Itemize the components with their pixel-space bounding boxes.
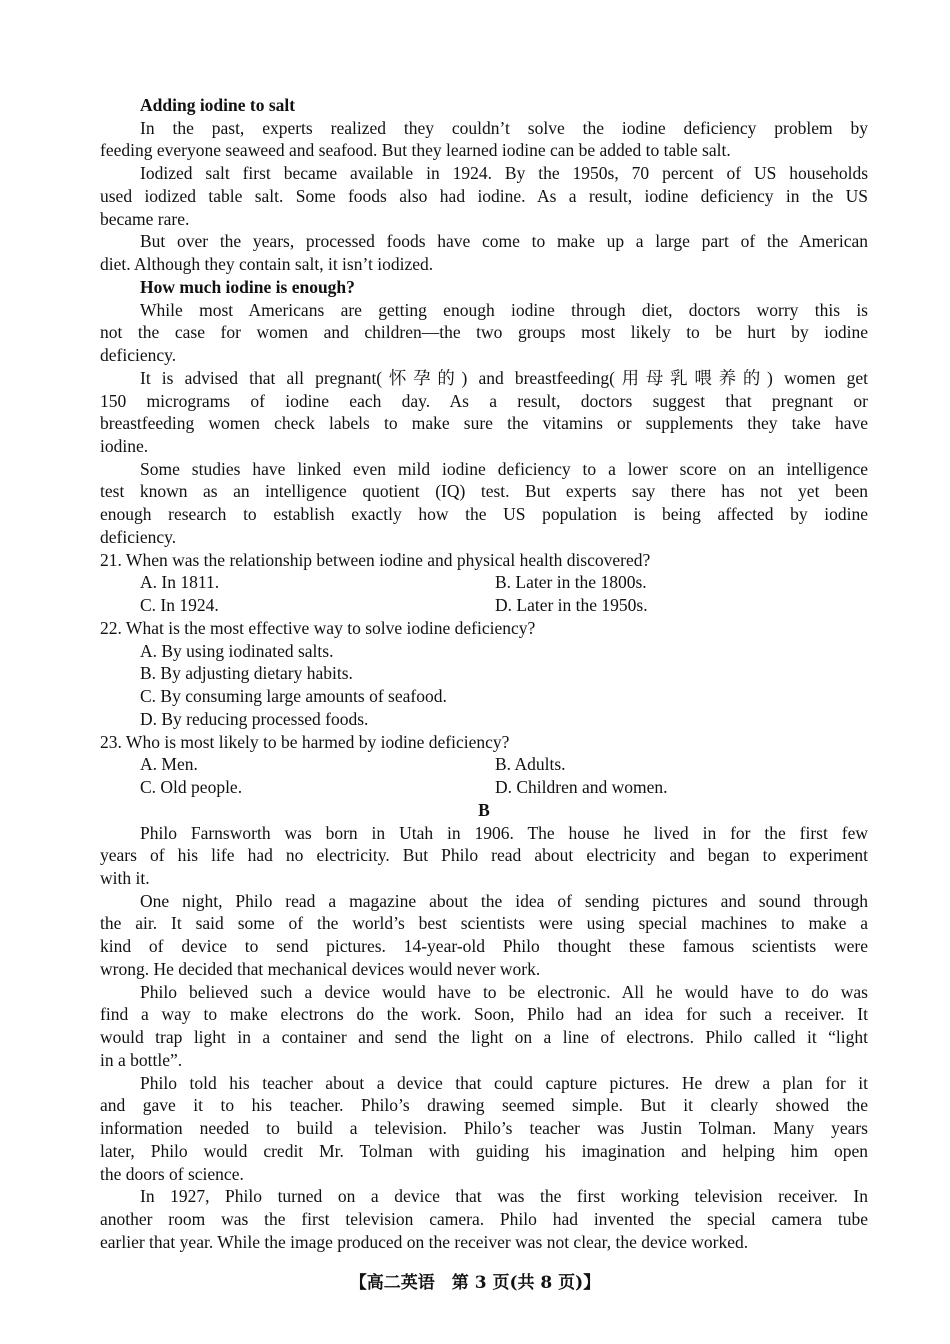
paragraph-line: kind of device to send pictures. 14-year-old Philo thought these famous scientists were (100, 936, 868, 957)
paragraph-line: test known as an intelligence quotient (IQ) test. But experts say there has not yet been (100, 481, 868, 502)
option-row (100, 594, 868, 617)
question-stem: 22. What is the most effective way to solve iodine deficiency? (100, 617, 536, 638)
document-body (100, 94, 868, 1253)
answer-option: B. Adults. (495, 754, 566, 775)
paragraph-line: used iodized table salt. Some foods also had iodine. As a result, iodine deficiency in the US (100, 185, 868, 206)
paragraph-line: with it. (100, 867, 150, 888)
paragraph-line: It is advised that all pregnant(怀孕的) and breastfeeding(用母乳喂养的) women get (140, 367, 868, 388)
section-heading: Adding iodine to salt (140, 95, 296, 115)
answer-option: D. Children and women. (495, 777, 668, 798)
paragraph-line: Some studies have linked even mild iodine deficiency to a lower score on an intelligence (140, 458, 868, 479)
paragraph-line: iodine. (100, 436, 149, 457)
paragraph-line: later, Philo would credit Mr. Tolman with guiding his imagination and helping him open (100, 1140, 868, 1161)
paragraph-line: the doors of science. (100, 1163, 244, 1184)
paragraph-line: Iodized salt first became available in 1924. By the 1950s, 70 percent of US households (140, 163, 868, 184)
answer-option: B. Later in the 1800s. (495, 572, 647, 593)
paragraph-line: would trap light in a container and send the light on a line of electrons. Philo called it “light (100, 1027, 868, 1048)
option-row (100, 753, 868, 776)
paragraph-line: and gave it to his teacher. Philo’s drawing seemed simple. But it clearly showed the (100, 1095, 868, 1116)
paragraph-line: deficiency. (100, 345, 177, 366)
answer-option: C. Old people. (140, 777, 243, 798)
paragraph-line: became rare. (100, 208, 190, 229)
answer-option: A. By using iodinated salts. (140, 640, 334, 661)
paragraph-line: Philo believed such a device would have to be electronic. All he would have to do was (140, 981, 868, 1002)
paragraph-line: 150 micrograms of iodine each day. As a result, doctors suggest that pregnant or (100, 390, 868, 411)
paragraph-line: in a bottle”. (100, 1049, 183, 1070)
paragraph-line: diet. Although they contain salt, it isn’t iodized. (100, 254, 434, 275)
paragraph-line: another room was the first television camera. Philo had invented the special camera tube (100, 1208, 868, 1229)
answer-option: A. In 1811. (140, 572, 220, 593)
paragraph-line: Philo Farnsworth was born in Utah in 1906. The house he lived in for the first few (140, 822, 868, 843)
paragraph-line: Philo told his teacher about a device that could capture pictures. He drew a plan for it (140, 1072, 868, 1093)
answer-option: C. By consuming large amounts of seafood. (140, 686, 447, 707)
paragraph-line: breastfeeding women check labels to make sure the vitamins or supplements they take have (100, 413, 868, 434)
paragraph-line: feeding everyone seaweed and seafood. But they learned iodine can be added to table salt. (100, 140, 731, 161)
answer-option: D. By reducing processed foods. (140, 708, 369, 729)
paragraph-line: earlier that year. While the image produced on the receiver was not clear, the device worked. (100, 1231, 749, 1252)
paragraph-line: not the case for women and children—the two groups most likely to be hurt by iodine (100, 322, 868, 343)
question-stem: 23. Who is most likely to be harmed by iodine deficiency? (100, 731, 510, 752)
paragraph-line: But over the years, processed foods have come to make up a large part of the American (140, 231, 868, 252)
option-row (100, 776, 868, 799)
paragraph-line: years of his life had no electricity. But Philo read about electricity and began to experiment (100, 845, 868, 866)
section-heading: How much iodine is enough? (140, 276, 355, 297)
part-heading: B (478, 799, 490, 820)
question-stem: 21. When was the relationship between iodine and physical health discovered? (100, 549, 651, 570)
paragraph-line: One night, Philo read a magazine about the idea of sending pictures and sound through (140, 890, 868, 911)
paragraph-line: In 1927, Philo turned on a device that was the first working television receiver. In (140, 1186, 868, 1207)
paragraph-line: find a way to make electrons do the work. Soon, Philo had an idea for such a receiver. It (100, 1004, 868, 1025)
option-row (100, 571, 868, 594)
answer-option: A. Men. (140, 754, 198, 775)
paragraph-line: information needed to build a television. Philo’s teacher was Justin Tolman. Many years (100, 1118, 868, 1139)
answer-option: D. Later in the 1950s. (495, 595, 648, 616)
answer-option: B. By adjusting dietary habits. (140, 663, 353, 684)
paragraph-line: deficiency. (100, 526, 177, 547)
paragraph-line: In the past, experts realized they couldn’t solve the iodine deficiency problem by (140, 117, 868, 138)
paragraph-line: wrong. He decided that mechanical devices would never work. (100, 958, 541, 979)
paragraph-line: enough research to establish exactly how the US population is being affected by iodine (100, 504, 868, 525)
answer-option: C. In 1924. (140, 595, 219, 616)
paragraph-line: While most Americans are getting enough iodine through diet, doctors worry this is (140, 299, 868, 320)
page-footer: 【高二英语 第 3 页(共 8 页)】 (349, 1273, 601, 1293)
paragraph-line: the air. It said some of the world’s best scientists were using special machines to make a (100, 913, 868, 934)
